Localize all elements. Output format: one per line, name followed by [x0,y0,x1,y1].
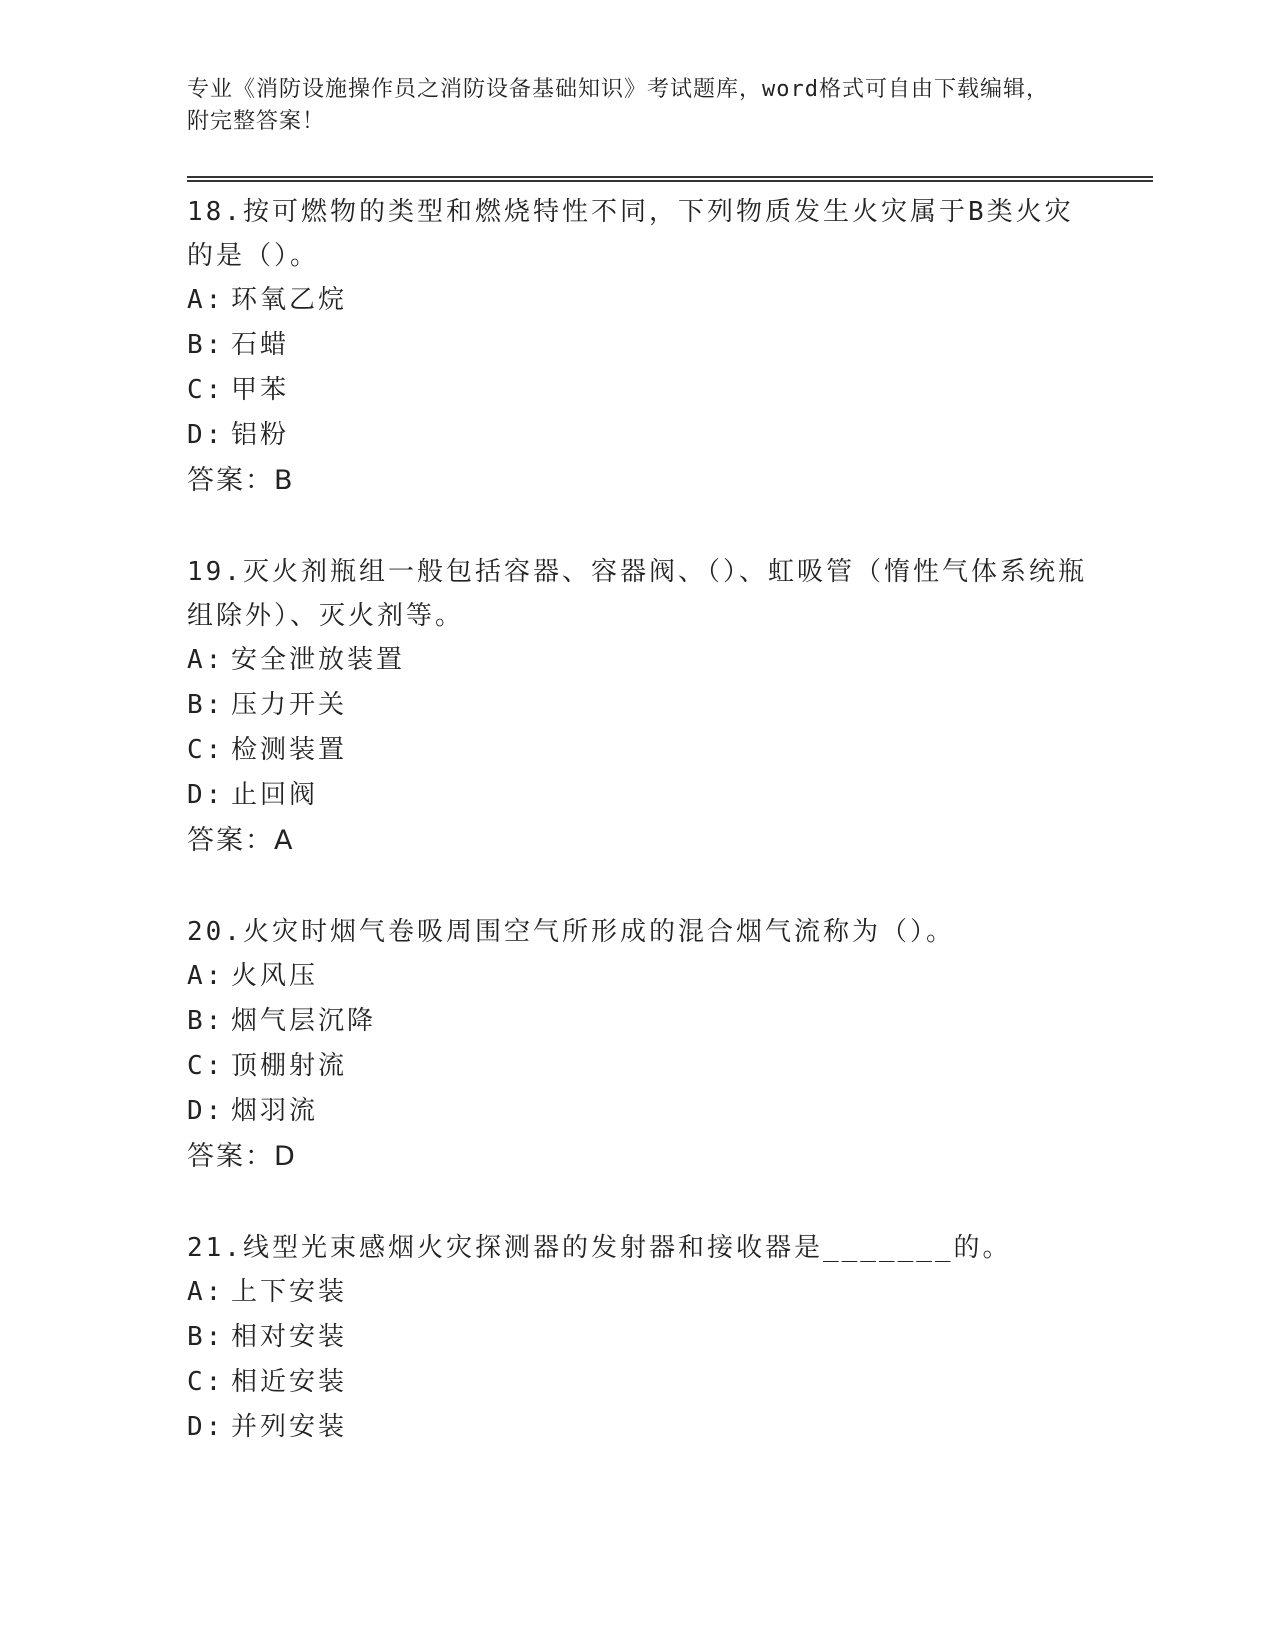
option-letter: D: [187,1412,225,1442]
option-a [187,1270,1087,1315]
spacer [187,1179,1087,1226]
option-a [187,278,1087,323]
option-a [187,954,1087,999]
option-letter: D: [187,1096,225,1126]
question-19 [187,550,1087,863]
option-text: 甲苯 [231,375,290,405]
option-c [187,368,1087,413]
spacer [187,863,1087,910]
answer-label: 答案：A [187,825,295,856]
option-letter: B: [187,330,225,360]
option-text: 安全泄放装置 [231,645,406,675]
option-d [187,773,1087,818]
option-text: 相对安装 [231,1322,348,1352]
option-letter: D: [187,780,225,810]
option-letter: A: [187,961,225,991]
question-21 [187,1226,1087,1450]
option-letter: A: [187,645,225,675]
option-text: 相近安装 [231,1367,348,1397]
option-letter: D: [187,420,225,450]
option-c [187,1044,1087,1089]
option-letter: A: [187,285,225,315]
option-d [187,413,1087,458]
header-divider [187,176,1153,182]
option-text: 检测装置 [231,735,348,765]
option-text: 顶棚射流 [231,1051,348,1081]
option-letter: C: [187,735,225,765]
answer-label: 答案：D [187,1141,297,1172]
option-text: 压力开关 [231,690,348,720]
option-text: 火风压 [231,961,319,991]
question-list [187,190,1087,1450]
question-stem: 18.按可燃物的类型和燃烧特性不同，下列物质发生火灾属于B类火灾的是（）。 [187,197,1074,271]
option-a [187,638,1087,683]
question-stem: 19.灭火剂瓶组一般包括容器、容器阀、（）、虹吸管（惰性气体系统瓶组除外）、灭火剂等。 [187,557,1087,631]
option-text: 烟气层沉降 [231,1006,377,1036]
option-b [187,1315,1087,1360]
option-text: 铝粉 [231,420,290,450]
question-stem: 20.火灾时烟气卷吸周围空气所形成的混合烟气流称为（）。 [187,917,955,947]
option-text: 上下安装 [231,1277,348,1307]
option-text: 烟羽流 [231,1096,319,1126]
spacer [187,503,1087,550]
option-c [187,1360,1087,1405]
option-b [187,999,1087,1044]
option-letter: B: [187,1006,225,1036]
answer-label: 答案：B [187,465,295,496]
question-20 [187,910,1087,1179]
option-d [187,1089,1087,1134]
option-text: 并列安装 [231,1412,348,1442]
option-letter: C: [187,375,225,405]
question-18 [187,190,1087,503]
option-letter: B: [187,1322,225,1352]
option-text: 止回阀 [231,780,319,810]
option-b [187,323,1087,368]
document-header: 专业《消防设施操作员之消防设备基础知识》考试题库，word格式可自由下载编辑，附完整答案！ [187,77,1049,134]
option-letter: B: [187,690,225,720]
option-letter: C: [187,1051,225,1081]
question-stem: 21.线型光束感烟火灾探测器的发射器和接收器是_______的。 [187,1233,1012,1263]
option-d [187,1405,1087,1450]
option-letter: A: [187,1277,225,1307]
option-text: 环氧乙烷 [231,285,348,315]
option-b [187,683,1087,728]
option-letter: C: [187,1367,225,1397]
option-c [187,728,1087,773]
option-text: 石蜡 [231,330,290,360]
